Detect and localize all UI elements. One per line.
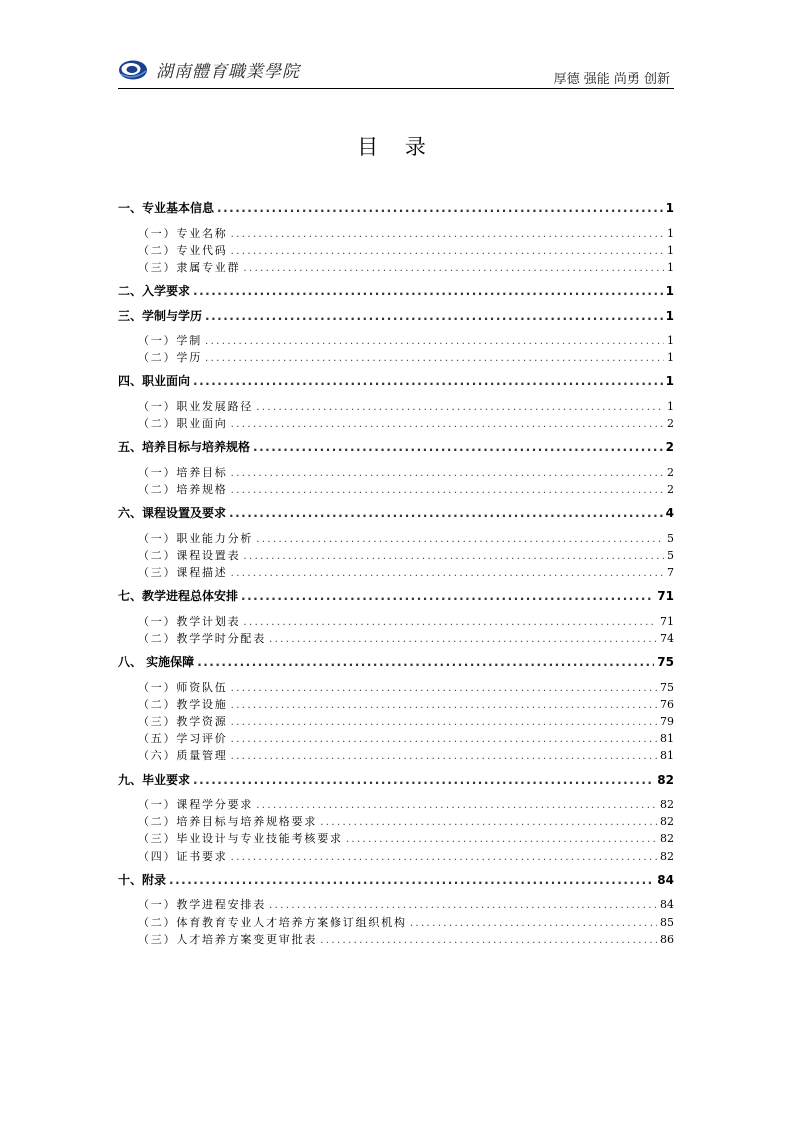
toc-page-number: 71 [660, 614, 674, 628]
toc-chapter-entry[interactable] [118, 200, 674, 218]
toc-section-entry[interactable] [118, 931, 674, 948]
toc-section-entry[interactable] [118, 242, 674, 259]
dot-leader [193, 283, 663, 301]
toc-entry-label: （一）培养目标 [138, 465, 228, 479]
dot-leader [269, 897, 657, 914]
college-name: 湖南體育職業學院 [156, 62, 300, 82]
toc-section-entry[interactable] [118, 679, 674, 696]
toc-entry-label: （二）专业代码 [138, 243, 228, 257]
toc-page-number: 7 [667, 566, 674, 580]
dot-leader [241, 588, 654, 606]
dot-leader [231, 482, 664, 499]
toc-entry-label: （二）学历 [138, 351, 202, 365]
toc-entry-label: （一）职业能力分析 [138, 531, 254, 545]
toc-section-entry[interactable] [118, 349, 674, 366]
toc-entry-label: （一）课程学分要求 [138, 798, 254, 812]
page-title: 目 录 [357, 135, 436, 159]
toc-chapter-entry[interactable] [118, 439, 674, 457]
toc-entry-label: 十、附录 [118, 872, 167, 887]
toc-page-number: 81 [660, 732, 674, 746]
dot-leader [243, 260, 664, 277]
toc-page-number: 82 [657, 772, 674, 787]
dot-leader [320, 814, 657, 831]
toc-entry-label: （一）职业发展路径 [138, 399, 254, 413]
toc-entry-label: （三）人才培养方案变更审批表 [138, 932, 318, 946]
dot-leader [193, 373, 663, 391]
toc-section-entry[interactable] [118, 398, 674, 415]
toc-page-number: 2 [667, 483, 674, 496]
toc-section-entry[interactable] [118, 481, 674, 498]
toc-page-number: 1 [665, 374, 674, 389]
toc-page-number: 71 [657, 589, 674, 604]
toc-page-number: 84 [660, 898, 674, 912]
toc-entry-label: 一、专业基本信息 [118, 201, 215, 215]
toc-entry-label: （一）教学计划表 [138, 614, 241, 628]
dot-leader [253, 439, 663, 457]
dot-leader [346, 831, 657, 848]
toc-chapter-entry[interactable] [118, 772, 674, 790]
toc-page-number: 1 [667, 260, 674, 274]
toc-section-entry[interactable] [118, 813, 674, 830]
toc-entry-label: （一）师资队伍 [138, 680, 228, 694]
dot-leader [205, 333, 664, 350]
toc-section-entry[interactable] [118, 530, 674, 547]
toc-page-number: 86 [660, 932, 674, 946]
dot-leader [231, 680, 657, 697]
toc-entry-label: 九、毕业要求 [118, 772, 191, 787]
toc-page-number: 81 [660, 749, 674, 763]
toc-section-entry[interactable] [118, 796, 674, 813]
toc-section-entry[interactable] [118, 332, 674, 349]
toc-chapter-entry[interactable] [118, 588, 674, 606]
toc-page-number: 74 [660, 631, 674, 645]
toc-page-number: 2 [667, 417, 674, 431]
dot-leader [231, 243, 664, 260]
toc-page-number: 1 [665, 201, 674, 215]
toc-section-entry[interactable] [118, 547, 674, 564]
dot-leader [231, 748, 657, 765]
toc-entry-label: 八、 实施保障 [118, 655, 195, 670]
toc-section-entry[interactable] [118, 830, 674, 847]
toc-entry-label: （五）学习评价 [138, 732, 228, 746]
toc-page-number: 1 [665, 308, 674, 323]
dot-leader [205, 350, 664, 367]
toc-page-number: 82 [660, 815, 674, 829]
toc-page-number: 75 [657, 655, 674, 670]
toc-entry-label: （六）质量管理 [138, 749, 228, 763]
toc-entry-label: （二）教学学时分配表 [138, 631, 266, 645]
toc-entry-label: （二）职业面向 [138, 417, 228, 431]
toc-section-entry[interactable] [118, 747, 674, 764]
dot-leader [243, 548, 664, 565]
toc-page-number: 85 [660, 915, 674, 929]
toc-entry-label: （三）课程描述 [138, 566, 228, 580]
dot-leader [256, 531, 664, 548]
dot-leader [217, 200, 663, 218]
toc-entry-label: （二）体育教育专业人才培养方案修订组织机构 [138, 915, 407, 929]
college-emblem-icon [118, 59, 148, 81]
toc-section-entry[interactable] [118, 696, 674, 713]
toc-section-entry[interactable] [118, 564, 674, 581]
toc-page-number: 79 [660, 715, 674, 728]
toc-page-number: 1 [667, 226, 674, 240]
toc-entry-label: （一）专业名称 [138, 226, 228, 240]
page-header [118, 52, 674, 89]
toc-page-number: 75 [660, 680, 674, 694]
toc-section-entry[interactable] [118, 630, 674, 647]
dot-leader [231, 465, 664, 482]
dot-leader [256, 797, 657, 814]
toc-entry-label: 四、职业面向 [118, 374, 191, 389]
toc-entry-label: （三）毕业设计与专业技能考核要求 [138, 832, 343, 846]
toc-entry-label: （二）培养规格 [138, 483, 228, 496]
dot-leader [256, 399, 664, 416]
dot-leader [231, 849, 657, 866]
dot-leader [197, 654, 654, 672]
dot-leader [231, 714, 657, 731]
table-of-contents [118, 200, 674, 948]
toc-entry-label: 六、课程设置及要求 [118, 506, 227, 521]
toc-section-entry[interactable] [118, 914, 674, 931]
toc-chapter-entry[interactable] [118, 654, 674, 672]
toc-section-entry[interactable] [118, 896, 674, 913]
dot-leader [231, 697, 657, 714]
toc-page-number: 4 [665, 506, 674, 521]
dot-leader [269, 631, 657, 648]
toc-section-entry[interactable] [118, 613, 674, 630]
toc-entry-label: （一）教学进程安排表 [138, 898, 266, 912]
toc-chapter-entry[interactable] [118, 373, 674, 391]
dot-leader [205, 308, 663, 326]
toc-page-number: 2 [667, 465, 674, 479]
toc-page-number: 82 [660, 832, 674, 846]
toc-page-number: 84 [657, 872, 674, 887]
dot-leader [193, 772, 654, 790]
toc-section-entry[interactable] [118, 415, 674, 432]
toc-entry-label: （二）教学设施 [138, 697, 228, 711]
college-logo [118, 57, 300, 82]
toc-entry-label: （四）证书要求 [138, 849, 228, 863]
dot-leader [229, 505, 663, 523]
dot-leader [169, 872, 654, 890]
dot-leader [231, 416, 664, 433]
toc-chapter-entry[interactable] [118, 872, 674, 890]
toc-page-number: 1 [665, 284, 674, 299]
toc-page-number: 5 [667, 531, 674, 545]
toc-page-number: 1 [667, 351, 674, 365]
toc-entry-label: 三、学制与学历 [118, 308, 203, 323]
toc-page-number: 1 [667, 334, 674, 348]
toc-entry-label: （三）隶属专业群 [138, 260, 241, 274]
college-motto: 厚德 强能 尚勇 创新 [553, 72, 670, 87]
toc-entry-label: 二、入学要求 [118, 284, 191, 299]
toc-section-entry[interactable] [118, 713, 674, 730]
toc-section-entry[interactable] [118, 225, 674, 242]
toc-entry-label: （二）课程设置表 [138, 548, 241, 562]
dot-leader [320, 932, 657, 949]
toc-entry-label: （一）学制 [138, 334, 202, 348]
toc-section-entry[interactable] [118, 848, 674, 865]
toc-page-number: 76 [660, 697, 674, 711]
dot-leader [410, 915, 657, 932]
toc-page-number: 5 [667, 548, 674, 562]
toc-page-number: 82 [660, 849, 674, 863]
dot-leader [231, 731, 657, 748]
toc-entry-label: （二）培养目标与培养规格要求 [138, 815, 318, 829]
toc-entry-label: 五、培养目标与培养规格 [118, 440, 251, 455]
toc-section-entry[interactable] [118, 730, 674, 747]
toc-page-number: 2 [665, 440, 674, 455]
toc-page-number: 82 [660, 798, 674, 812]
toc-chapter-entry[interactable] [118, 308, 674, 326]
toc-chapter-entry[interactable] [118, 505, 674, 523]
toc-chapter-entry[interactable] [118, 283, 674, 301]
toc-page-number: 1 [667, 399, 674, 413]
toc-entry-label: （三）教学资源 [138, 715, 228, 728]
dot-leader [243, 614, 657, 631]
dot-leader [231, 226, 664, 243]
toc-page-number: 1 [667, 243, 674, 257]
dot-leader [231, 565, 664, 582]
toc-section-entry[interactable] [118, 464, 674, 481]
toc-section-entry[interactable] [118, 259, 674, 276]
toc-entry-label: 七、教学进程总体安排 [118, 589, 239, 604]
